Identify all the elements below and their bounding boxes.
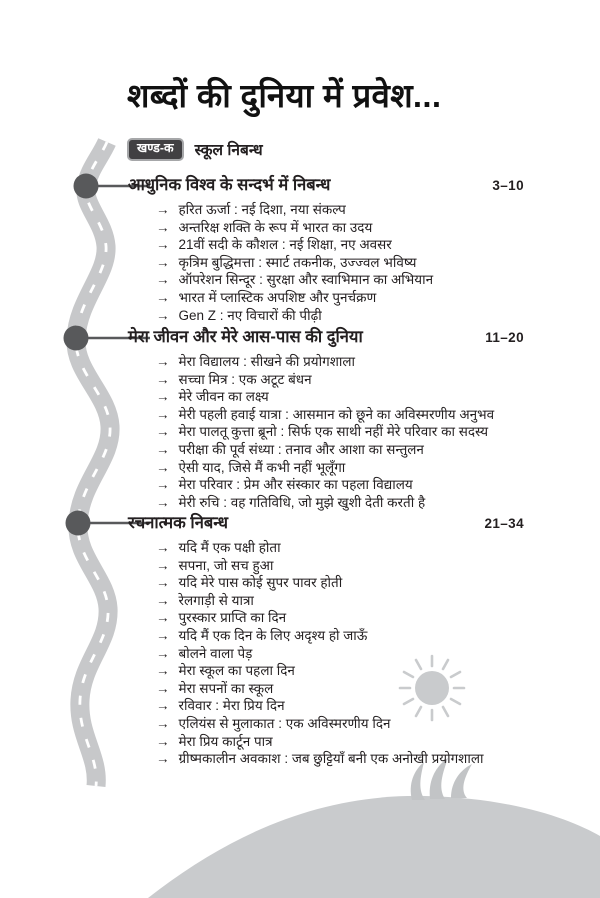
essay-list [128, 353, 524, 511]
essay-list-item [156, 423, 524, 441]
arrow-icon: → [156, 645, 170, 661]
essay-list-item [156, 441, 524, 459]
toc-section-1 [128, 174, 524, 324]
arrow-icon: → [156, 424, 170, 440]
arrow-icon: → [156, 389, 170, 405]
arrow-icon: → [156, 680, 170, 696]
part-caption: स्कूल निबन्ध [194, 142, 263, 160]
arrow-icon: → [156, 406, 170, 422]
arrow-icon: → [156, 272, 170, 288]
essay-list [128, 201, 524, 324]
essay-title: भारत में प्लास्टिक अपशिष्ट और पुनर्चक्रण [178, 289, 377, 305]
essay-title: मेरा प्रिय कार्टून पात्र [178, 733, 273, 749]
essay-title: ग्रीष्मकालीन अवकाश : जब छुट्टियाँ बनी एक अनोखी प्रयोगशाला [178, 751, 484, 767]
essay-list-item [156, 715, 524, 733]
arrow-icon: → [156, 610, 170, 626]
section-page-range: 3–10 [492, 178, 524, 193]
essay-title: पुरस्कार प्राप्ति का दिन [178, 610, 287, 626]
section-title: आधुनिक विश्व के सन्दर्भ में निबन्ध [128, 176, 331, 194]
essay-list-item [156, 662, 524, 680]
essay-list-item [156, 609, 524, 627]
essay-list-item [156, 476, 524, 494]
essay-title: बोलने वाला पेड़ [178, 645, 253, 661]
essay-title: यदि मैं एक दिन के लिए अदृश्य हो जाऊँ [178, 627, 368, 643]
arrow-icon: → [156, 494, 170, 510]
arrow-icon: → [156, 354, 170, 369]
essay-title: मेरा स्कूल का पहला दिन [178, 663, 295, 679]
essay-title: सपना, जो सच हुआ [178, 557, 274, 573]
arrow-icon: → [156, 715, 170, 731]
arrow-icon: → [156, 698, 170, 714]
arrow-icon: → [156, 477, 170, 493]
section-heading-row [128, 512, 524, 535]
section-title: मेरा जीवन और मेरे आस-पास की दुनिया [128, 328, 363, 346]
section-badge-row [127, 138, 263, 161]
essay-list-item [156, 254, 524, 272]
section-page-range: 11–20 [485, 330, 524, 345]
essay-title: मेरा पालतू कुत्ता ब्रूनो : सिर्फ एक साथी नहीं मेरे परिवार का सदस्य [178, 424, 489, 440]
essay-list-item [156, 353, 524, 371]
essay-list [128, 539, 524, 768]
essay-title: मेरा सपनों का स्कूल [178, 680, 274, 696]
essay-list-item [156, 271, 524, 289]
arrow-icon: → [156, 663, 170, 679]
essay-list-item [156, 236, 524, 254]
section-page-range: 21–34 [484, 516, 524, 531]
essay-title: यदि मेरे पास कोई सुपर पावर होती [178, 575, 343, 591]
arrow-icon: → [156, 254, 170, 270]
essay-title: मेरी रुचि : वह गतिविधि, जो मुझे खुशी देती करती है [178, 494, 426, 510]
part-badge: खण्ड-क [127, 138, 184, 161]
essay-list-item [156, 459, 524, 477]
essay-title: Gen Z : नए विचारों की पीढ़ी [178, 307, 322, 323]
page-title: शब्दों की दुनिया में प्रवेश... [127, 77, 442, 114]
arrow-icon: → [156, 289, 170, 305]
essay-title: रविवार : मेरा प्रिय दिन [178, 698, 285, 714]
essay-title: मेरी पहली हवाई यात्रा : आसमान को छूने का अविस्मरणीय अनुभव [178, 406, 495, 422]
arrow-icon: → [156, 627, 170, 643]
essay-title: मेरा परिवार : प्रेम और संस्कार का पहला विद्यालय [178, 477, 413, 493]
essay-list-item [156, 645, 524, 663]
toc-section-2 [128, 326, 524, 511]
arrow-icon: → [156, 202, 170, 217]
essay-list-item [156, 574, 524, 592]
essay-list-item [156, 201, 524, 219]
essay-list-item [156, 697, 524, 715]
essay-title: ऐसी याद, जिसे मैं कभी नहीं भूलूँगा [178, 459, 346, 475]
essay-title: एलियंस से मुलाकात : एक अविस्मरणीय दिन [178, 715, 391, 731]
essay-list-item [156, 557, 524, 575]
essay-list-item [156, 307, 524, 325]
essay-title: अन्तरिक्ष शक्ति के रूप में भारत का उदय [178, 219, 373, 235]
essay-list-item [156, 388, 524, 406]
arrow-icon: → [156, 371, 170, 387]
essay-title: रेलगाड़ी से यात्रा [178, 592, 254, 608]
essay-title: यदि मैं एक पक्षी होता [178, 540, 281, 555]
essay-list-item [156, 680, 524, 698]
section-heading-row [128, 174, 524, 197]
essay-list-item [156, 371, 524, 389]
arrow-icon: → [156, 751, 170, 767]
section-heading-row [128, 326, 524, 349]
essay-list-item [156, 592, 524, 610]
arrow-icon: → [156, 733, 170, 749]
essay-list-item [156, 219, 524, 237]
essay-title: मेरा विद्यालय : सीखने की प्रयोगशाला [178, 354, 356, 369]
arrow-icon: → [156, 459, 170, 475]
essay-list-item [156, 733, 524, 751]
arrow-icon: → [156, 237, 170, 253]
essay-title: मेरे जीवन का लक्ष्य [178, 389, 269, 405]
essay-title: 21वीं सदी के कौशल : नई शिक्षा, नए अवसर [178, 237, 392, 253]
essay-title: सच्चा मित्र : एक अटूट बंधन [178, 371, 312, 387]
essay-title: परीक्षा की पूर्व संध्या : तनाव और आशा का सन्तुलन [178, 441, 424, 457]
essay-list-item [156, 406, 524, 424]
arrow-icon: → [156, 219, 170, 235]
section-title: रचनात्मक निबन्ध [128, 514, 228, 532]
essay-list-item [156, 494, 524, 512]
essay-list-item [156, 289, 524, 307]
arrow-icon: → [156, 441, 170, 457]
arrow-icon: → [156, 557, 170, 573]
arrow-icon: → [156, 575, 170, 591]
toc-section-3 [128, 512, 524, 768]
essay-title: कृत्रिम बुद्धिमत्ता : स्मार्ट तकनीक, उज्ज्वल भविष्य [178, 254, 417, 270]
essay-list-item [156, 627, 524, 645]
arrow-icon: → [156, 307, 170, 323]
essay-title: हरित ऊर्जा : नई दिशा, नया संकल्प [178, 202, 346, 217]
essay-title: ऑपरेशन सिन्दूर : सुरक्षा और स्वाभिमान का अभियान [178, 272, 434, 288]
essay-list-item [156, 539, 524, 557]
essay-list-item [156, 750, 524, 768]
arrow-icon: → [156, 592, 170, 608]
arrow-icon: → [156, 540, 170, 555]
